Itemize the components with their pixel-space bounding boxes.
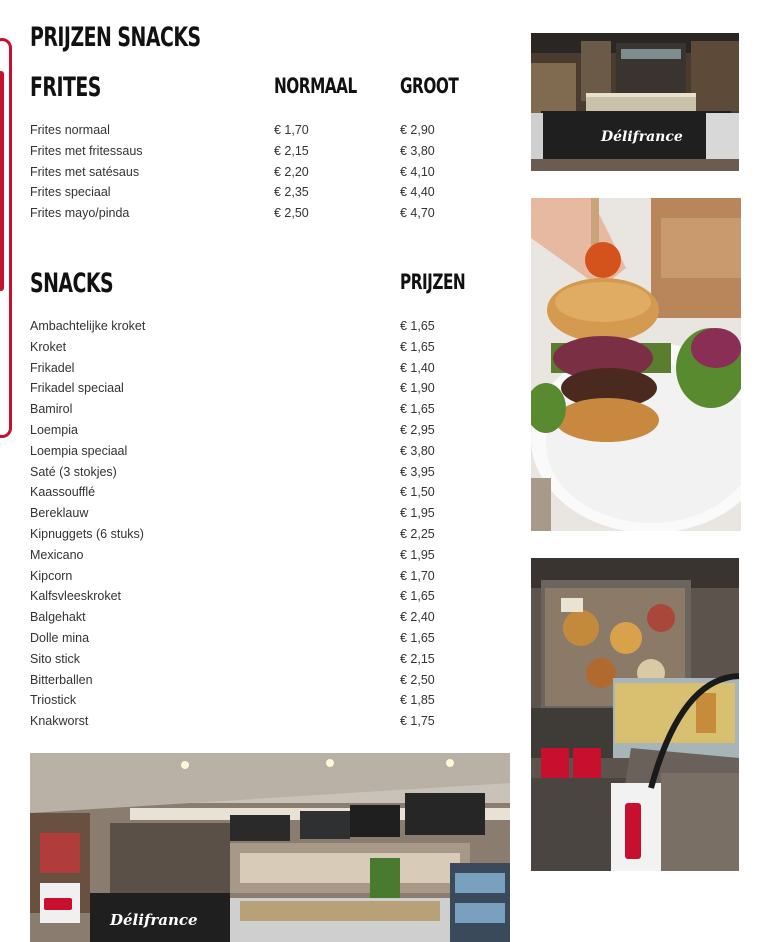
list-item <box>30 441 470 462</box>
list-item <box>30 162 470 183</box>
price-groot: € 4,70 <box>400 206 435 221</box>
item-price: € 1,85 <box>400 693 435 708</box>
item-name: Frites met fritessaus <box>30 143 143 158</box>
price-normaal: € 2,50 <box>274 206 309 221</box>
item-name: Sito stick <box>30 651 81 666</box>
price-normaal: € 2,20 <box>274 164 309 179</box>
snacks-list <box>30 316 470 732</box>
item-price: € 1,90 <box>400 381 435 396</box>
counter-sign-text: Délifrance <box>601 129 683 145</box>
item-price: € 2,95 <box>400 422 435 437</box>
list-item <box>30 120 470 141</box>
item-name: Frites speciaal <box>30 185 111 200</box>
interior-photo <box>531 558 739 871</box>
list-item <box>30 358 470 379</box>
list-item <box>30 607 470 628</box>
price-normaal: € 2,35 <box>274 185 309 200</box>
list-item <box>30 182 470 203</box>
item-price: € 1,65 <box>400 402 435 417</box>
item-name: Kalfsvleeskroket <box>30 589 122 604</box>
item-name: Frites mayo/pinda <box>30 206 130 221</box>
panorama-photo <box>30 753 510 942</box>
item-name: Bamirol <box>30 402 73 417</box>
side-tab-decoration <box>0 38 12 438</box>
list-item <box>30 628 470 649</box>
item-name: Frikadel <box>30 360 75 375</box>
price-groot: € 2,90 <box>400 123 435 137</box>
burger-photo <box>531 198 741 531</box>
list-item <box>30 711 470 732</box>
item-price: € 2,40 <box>400 610 435 625</box>
list-item <box>30 203 470 224</box>
item-name: Kroket <box>30 339 67 354</box>
list-item <box>30 690 470 711</box>
item-name: Kipcorn <box>30 568 73 583</box>
item-price: € 2,25 <box>400 526 435 541</box>
item-name: Frikadel speciaal <box>30 381 124 396</box>
item-price: € 2,50 <box>400 672 435 687</box>
counter-photo <box>531 33 739 171</box>
item-name: Mexicano <box>30 547 84 562</box>
item-price: € 1,95 <box>400 506 435 521</box>
list-item <box>30 670 470 691</box>
item-price: € 3,95 <box>400 464 435 479</box>
snacks-col-prijzen: PRIJZEN <box>400 270 466 295</box>
item-price: € 1,65 <box>400 339 435 354</box>
panorama-sign-text: Délifrance <box>110 911 198 929</box>
item-name: Dolle mina <box>30 630 90 645</box>
item-price: € 1,65 <box>400 630 435 645</box>
list-item <box>30 399 470 420</box>
item-price: € 1,40 <box>400 360 435 375</box>
item-price: € 3,80 <box>400 443 435 458</box>
price-normaal: € 2,15 <box>274 143 309 158</box>
item-price: € 2,15 <box>400 651 435 666</box>
item-name: Loempia <box>30 422 78 437</box>
frites-heading: FRITES <box>30 72 101 102</box>
list-item <box>30 566 470 587</box>
snacks-heading: SNACKS <box>30 268 114 298</box>
price-normaal: € 1,70 <box>274 123 309 137</box>
list-item <box>30 462 470 483</box>
item-price: € 1,65 <box>400 319 435 333</box>
item-name: Balgehakt <box>30 610 86 625</box>
item-price: € 1,70 <box>400 568 435 583</box>
list-item <box>30 524 470 545</box>
list-item <box>30 482 470 503</box>
item-name: Knakworst <box>30 714 89 729</box>
list-item <box>30 378 470 399</box>
item-price: € 1,95 <box>400 547 435 562</box>
item-name: Bitterballen <box>30 672 93 687</box>
item-name: Loempia speciaal <box>30 443 128 458</box>
item-price: € 1,50 <box>400 485 435 500</box>
price-groot: € 4,10 <box>400 164 435 179</box>
list-item <box>30 503 470 524</box>
item-name: Frites normaal <box>30 123 110 137</box>
item-name: Triostick <box>30 693 77 708</box>
item-name: Kaassoufflé <box>30 485 96 500</box>
item-name: Saté (3 stokjes) <box>30 464 117 479</box>
frites-col-normaal: NORMAAL <box>274 74 357 99</box>
list-item <box>30 649 470 670</box>
price-groot: € 3,80 <box>400 143 435 158</box>
price-groot: € 4,40 <box>400 185 435 200</box>
list-item <box>30 337 470 358</box>
item-name: Ambachtelijke kroket <box>30 319 146 333</box>
list-item <box>30 316 470 337</box>
item-price: € 1,75 <box>400 714 435 729</box>
list-item <box>30 545 470 566</box>
frites-col-groot: GROOT <box>400 74 459 99</box>
panorama-red-sign <box>44 898 72 910</box>
item-name: Frites met satésaus <box>30 164 140 179</box>
list-item <box>30 420 470 441</box>
item-name: Bereklauw <box>30 506 89 521</box>
list-item <box>30 586 470 607</box>
item-price: € 1,65 <box>400 589 435 604</box>
frites-list <box>30 120 470 224</box>
page-title: PRIJZEN SNACKS <box>30 22 201 52</box>
counter-red-lettering <box>625 803 641 859</box>
item-name: Kipnuggets (6 stuks) <box>30 526 144 541</box>
list-item <box>30 141 470 162</box>
